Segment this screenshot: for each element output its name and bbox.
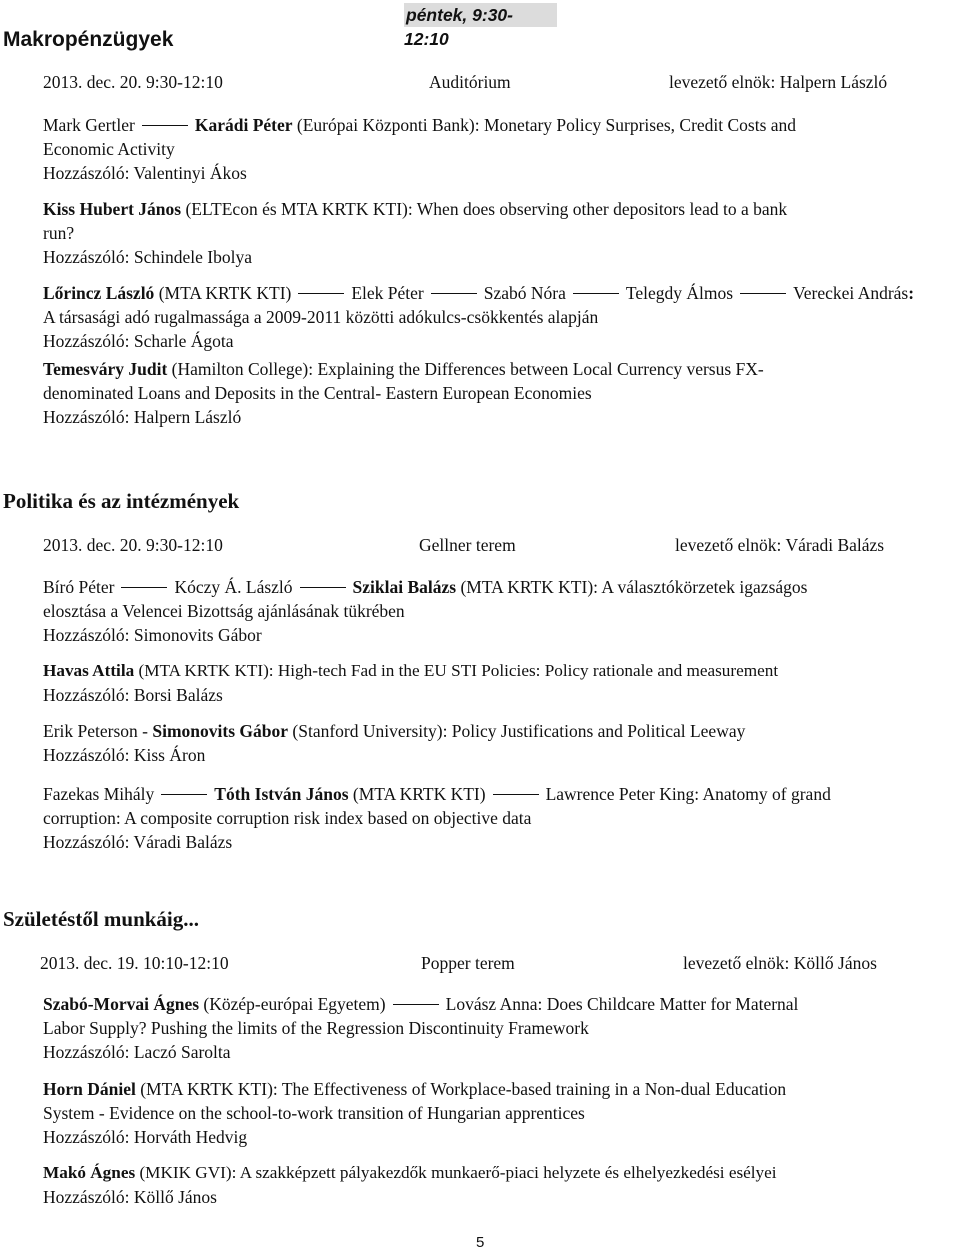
talk-title-cont: System - Evidence on the school-to-work transition of Hungarian apprentices (43, 1103, 585, 1123)
talk-title-line (43, 1077, 786, 1101)
co-author: Bíró Péter (43, 577, 115, 597)
session-chair: levezető elnök: Köllő János (683, 953, 877, 973)
co-author: Mark Gertler (43, 115, 135, 135)
talk-title-cont: run? (43, 223, 75, 243)
talk-title-line (43, 992, 798, 1016)
affiliation: (Közép-európai Egyetem) (199, 994, 386, 1014)
presenter-name: Temesváry Judit (43, 359, 168, 379)
talk-title-line (43, 1161, 777, 1185)
session-date: 2013. dec. 20. 9:30-12:10 (43, 72, 223, 92)
dash-separator (493, 794, 539, 795)
colon: : (908, 283, 915, 303)
session-room: Auditórium (429, 72, 511, 92)
section-title-birth-to-work: Születéstől munkáig... (3, 907, 200, 931)
presenter-name: Simonovits Gábor (152, 721, 289, 741)
talk-title-line (43, 113, 796, 137)
discussant: Hozzászóló: Halpern László (43, 407, 242, 427)
talk-title-line (43, 197, 787, 221)
co-author: Szabó Nóra (483, 283, 566, 303)
talk-title-cont: corruption: A composite corruption risk index based on objective data (43, 808, 532, 828)
discussant: Hozzászóló: Valentinyi Ákos (43, 163, 247, 183)
page-number: 5 (476, 1234, 485, 1251)
co-author: Kóczy Á. László (174, 577, 293, 597)
discussant: Hozzászóló: Laczó Sarolta (43, 1042, 231, 1062)
talk-title-line (43, 659, 778, 683)
dash-separator (573, 293, 619, 294)
dash-separator (300, 587, 346, 588)
talk-title: (MKIK GVI): A szakképzett pályakezdők munkaerő-piaci helyzete és elhelyezkedési esélyei (135, 1163, 777, 1182)
talk-title: (MTA KRTK KTI): High-tech Fad in the EU STI Policies: Policy rationale and measurement (134, 661, 779, 680)
co-author: Elek Péter (351, 283, 424, 303)
affiliation: (MTA KRTK KTI) (348, 784, 486, 804)
discussant: Hozzászóló: Horváth Hedvig (43, 1127, 248, 1147)
dash-separator (431, 293, 477, 294)
talk-title-line (43, 782, 831, 806)
talk-title: (MTA KRTK KTI): The Effectiveness of Workplace-based training in a Non-dual Education (135, 1079, 787, 1099)
talk-title-cont: elosztása a Velencei Bizottság ajánlásának tükrében (43, 601, 405, 621)
session-date: 2013. dec. 19. 10:10-12:10 (40, 953, 229, 973)
talk-title-line (43, 281, 914, 305)
affiliation: (MTA KRTK KTI) (154, 283, 292, 303)
presenter-name: Sziklai Balázs (352, 577, 457, 597)
session-day-time: péntek, 9:30-12:10 (404, 5, 513, 49)
dash-separator (393, 1004, 439, 1005)
talk-title-line (43, 575, 807, 599)
discussant: Hozzászóló: Simonovits Gábor (43, 625, 262, 645)
discussant: Hozzászóló: Scharle Ágota (43, 331, 234, 351)
co-author: Erik Peterson - (43, 721, 153, 741)
session-room: Popper terem (421, 953, 515, 973)
session-time-badge (404, 3, 557, 49)
co-author: Fazekas Mihály (43, 784, 155, 804)
discussant: Hozzászóló: Borsi Balázs (43, 685, 223, 705)
discussant: Hozzászóló: Schindele Ibolya (43, 247, 252, 267)
discussant: Hozzászóló: Köllő János (43, 1187, 217, 1207)
dash-separator (161, 794, 207, 795)
presenter-name: Horn Dániel (43, 1079, 136, 1099)
talk-title: Lovász Anna: Does Childcare Matter for Maternal (445, 994, 799, 1014)
talk-title: (MTA KRTK KTI): A választókörzetek igazságos (456, 577, 808, 597)
co-author: Vereckei András (793, 283, 909, 303)
talk-title-cont: denominated Loans and Deposits in the Central- Eastern European Economies (43, 383, 592, 403)
presenter-name: Szabó-Morvai Ágnes (43, 994, 200, 1014)
talk-title: Lawrence Peter King: Anatomy of grand (545, 784, 831, 804)
presenter-name: Karádi Péter (194, 115, 293, 135)
discussant: Hozzászóló: Váradi Balázs (43, 832, 233, 852)
talk-title-line (43, 357, 764, 381)
presenter-name: Kiss Hubert János (43, 199, 182, 219)
talk-title-cont: Economic Activity (43, 139, 175, 159)
dash-separator (142, 125, 188, 126)
talk-title: (Európai Központi Bank): Monetary Policy Surprises, Credit Costs and (292, 115, 797, 135)
presenter-name: Tóth István János (214, 784, 349, 804)
co-author: Telegdy Álmos (625, 283, 734, 303)
dash-separator (740, 293, 786, 294)
session-date: 2013. dec. 20. 9:30-12:10 (43, 535, 223, 555)
dash-separator (298, 293, 344, 294)
talk-title: (Stanford University): Policy Justifications and Political Leeway (288, 721, 746, 741)
session-chair: levezető elnök: Halpern László (669, 72, 888, 92)
presenter-name: Havas Attila (43, 661, 135, 680)
section-title-politics: Politika és az intézmények (3, 489, 240, 513)
session-room: Gellner terem (419, 535, 516, 555)
talk-title-line (43, 719, 745, 743)
talk-title: (Hamilton College): Explaining the Differences between Local Currency versus FX- (167, 359, 764, 379)
talk-title-cont: Labor Supply? Pushing the limits of the Regression Discontinuity Framework (43, 1018, 589, 1038)
section-title-macrofinance: Makropénzügyek (3, 28, 174, 51)
dash-separator (121, 587, 167, 588)
talk-title-cont: A társasági adó rugalmassága a 2009-2011 közötti adókulcs-csökkentés alapján (43, 307, 599, 327)
presenter-name: Makó Ágnes (43, 1163, 136, 1182)
session-chair: levezető elnök: Váradi Balázs (675, 535, 885, 555)
talk-title: (ELTEcon és MTA KRTK KTI): When does observing other depositors lead to a bank (181, 199, 788, 219)
discussant: Hozzászóló: Kiss Áron (43, 745, 206, 765)
presenter-name: Lőrincz László (43, 283, 155, 303)
